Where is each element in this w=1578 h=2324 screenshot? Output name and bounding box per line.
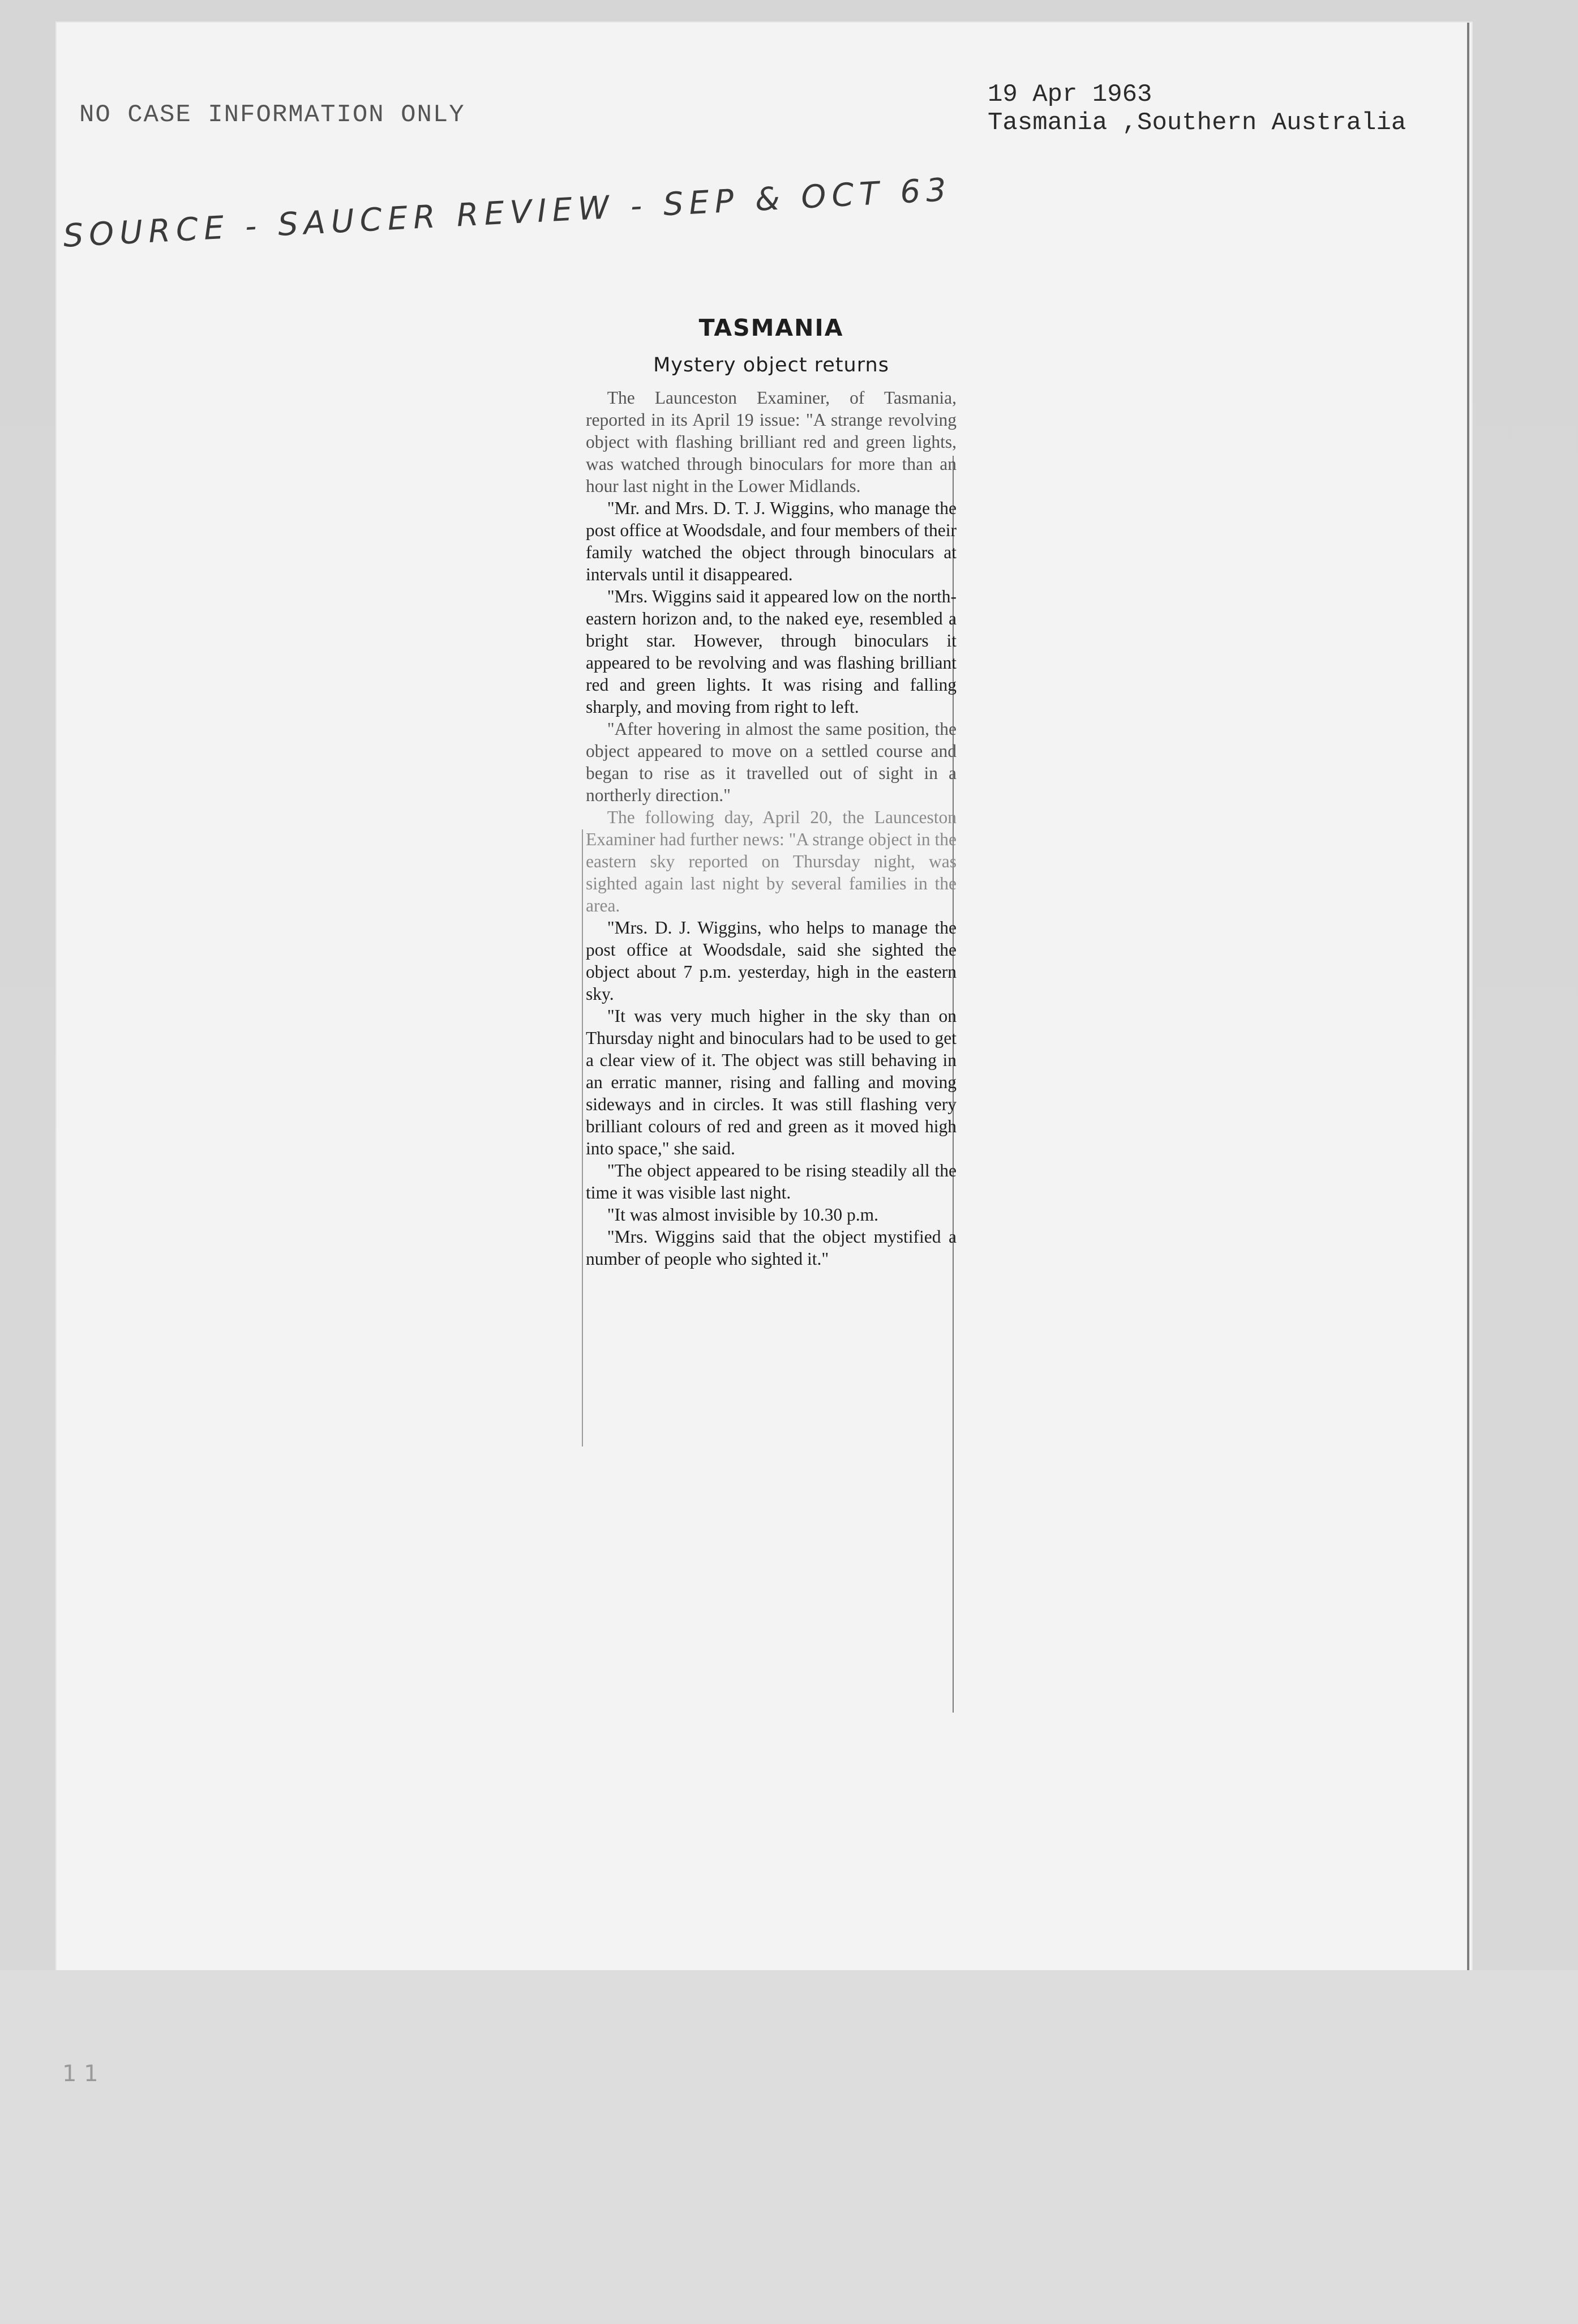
clipping-paragraph: "It was very much higher in the sky than on Thursday night and binoculars had to be used to get a clear view of it. The object was still behaving in an erratic manner, rising and falling and moving sideways and in circles. It was still flashing very brilliant colours of red and green as it moved high into space," she said. [586, 1006, 957, 1158]
clipping-paragraph: The Launceston Examiner, of Tasmania, reported in its April 19 issue: "A strange revolving object with flashing brilliant red and green lights, was watched through binoculars for more than an hour last night in the Lower Midlands. [586, 388, 957, 496]
handwritten-source-note: SOURCE - SAUCER REVIEW - SEP & OCT 63 [62, 171, 953, 255]
clipping-heading: TASMANIA [698, 314, 844, 341]
report-date: 19 Apr 1963 [988, 80, 1152, 109]
scan-bottom-margin [0, 1970, 1578, 2324]
clipping-paragraph: "Mrs. Wiggins said that the object mystified a number of people who sighted it." [586, 1227, 957, 1269]
clipping-paragraph: "After hovering in almost the same position, the object appeared to move on a settled course and began to rise as it travelled out of sight in a northerly direction." [586, 719, 957, 805]
clipping-body [586, 387, 957, 1270]
case-information-stamp: NO CASE INFORMATION ONLY [79, 101, 465, 129]
clipping-paragraph: The following day, April 20, the Launceston Examiner had further news: "A strange object in the eastern sky reported on Thursday night, was sighted again last night by several families in the area. [586, 807, 957, 915]
report-location: Tasmania ,Southern Australia [988, 109, 1407, 137]
page-mark: 1 1 [62, 2061, 98, 2087]
clipping-paragraph: "Mr. and Mrs. D. T. J. Wiggins, who manage the post office at Woodsdale, and four members of their family watched the object through binoculars at intervals until it disappeared. [586, 498, 957, 584]
clipping-paragraph: "Mrs. D. J. Wiggins, who helps to manage the post office at Woodsdale, said she sighted the object about 7 p.m. yesterday, high in the eastern sky. [586, 918, 957, 1004]
clipping-paragraph: "Mrs. Wiggins said it appeared low on the north-eastern horizon and, to the naked eye, resembled a bright star. However, through binoculars it appeared to be revolving and was flashing brilliant red and green lights. It was rising and falling sharply, and moving from right to left. [586, 587, 957, 717]
newspaper-clipping [586, 306, 957, 1270]
clipping-paragraph: "The object appeared to be rising steadily all the time it was visible last night. [586, 1161, 957, 1202]
sheet-edge-shadow [1467, 23, 1469, 1970]
clipping-subheading: Mystery object returns [653, 354, 889, 376]
clipping-paragraph: "It was almost invisible by 10.30 p.m. [607, 1205, 879, 1225]
clipping-left-border [582, 829, 583, 1446]
